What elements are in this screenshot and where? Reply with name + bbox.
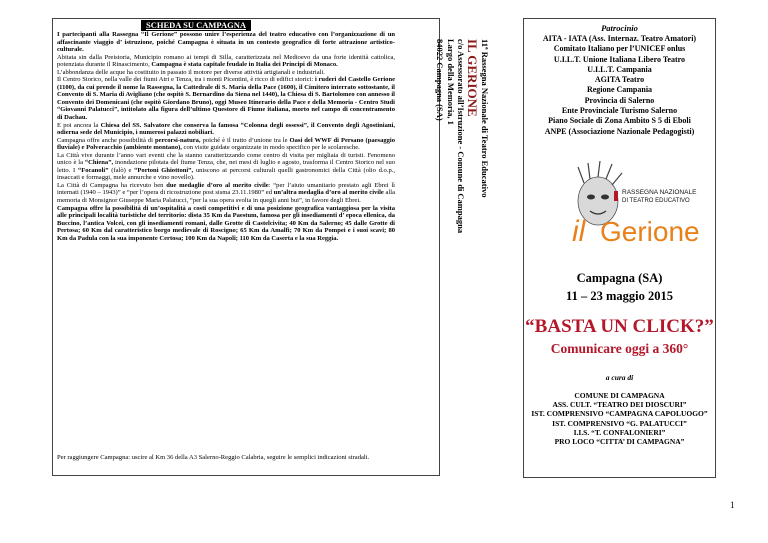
- patron-item: AITA - IATA (Ass. Internaz. Teatro Amatori): [542, 34, 697, 43]
- scheda-body: [57, 31, 395, 242]
- logo-brand-name: Gerione: [600, 216, 700, 247]
- scheda-paragraph-1: I partecipanti alla Rassegna “Il Gerione” possono unire l’esperienza del teatro educativo con l’organizzazione di un affascinante viaggio d’ istruzione, poiché Campagna è situata in un contesto geografico di forte attrazione artistico-culturale.: [57, 31, 395, 54]
- scheda-paragraph-6: Campagna offre anche possibilità di percorsi-natura, poiché è il tratto d’unione tra le Oasi del WWF di Persano (paesaggio fluviale) e Polveracchio (ambiente montano), con visite guidate organizzate in modo specifico per le scolaresche.: [57, 136, 395, 152]
- logo-bar: [614, 191, 618, 201]
- organizer-list: [524, 391, 715, 446]
- scheda-paragraph-9: Campagna offre la possibilità di un’ospitalità a costi competitivi e di una posizione geografica vantaggiosa per la visita alle principali località turistiche del territorio: dista 35 Km da Paestum, famosa per gli insediamenti d’ epoca ellenica, da Buccino, l’antica Volcei, con gli insediamenti romani, dalle Grotte di Castelcivita; 40 Km da Salerno; 45 dalle Grotte di Pertosa; 60 Km dal caratteristico borgo medievale di Roscigno; 65 Km da Amalfi; 70 Km da Pompei e i suoi scavi; 80 Km da Padula con la sua imponente Certosa; 100 Km da Napoli; 110 Km da Caserta e la sua Reggia.: [57, 204, 395, 242]
- patron-item: Comitato Italiano per l’UNICEF onlus: [553, 44, 686, 54]
- address-line-gerione: IL GERIONE: [465, 39, 481, 117]
- address-line-rassegna: 11ª Rassegna Nazionale di Teatro Educativo: [480, 39, 490, 198]
- organizer-item: COMUNE DI CAMPAGNA: [574, 391, 665, 400]
- city: Campagna (SA): [576, 271, 663, 285]
- gerione-logo: [570, 161, 720, 251]
- logo-brand-prefix: il: [572, 215, 586, 248]
- patron-item: Regione Campania: [586, 85, 653, 95]
- address-line-assessorato: c/o Assessorato all’Istruzione - Comune di Campagna: [456, 39, 467, 234]
- patron-item: Provincia di Salerno: [584, 95, 655, 105]
- page-number: 1: [730, 500, 735, 510]
- address-line-city: 84022 Campagna (SA): [435, 39, 446, 121]
- address-line-street: Largo della Memoria, 1: [446, 39, 456, 125]
- scheda-paragraph-3: L’abbondanza delle acque ha costituito in passato il motore per diverse attività artigianali e industriali.: [57, 68, 325, 76]
- show-subtitle: Comunicare oggi a 360°: [550, 341, 689, 356]
- scheda-title: SCHEDA SU CAMPAGNA: [141, 20, 251, 31]
- patron-list: [524, 34, 715, 137]
- scheda-paragraph-2: Abitata sin dalla Preistoria, Municipio romano ai tempi di Silla, caratterizzata nel Medioevo da una forte identità cattolica, potenziata durante il Rinascimento, Campagna è stata capitale feudale in Italia dei Principi di Monaco.: [57, 53, 395, 69]
- organizer-item: IST. COMPRENSIVO “G. PALATUCCI”: [552, 418, 687, 428]
- patron-item: ANPE (Associazione Nazionale Pedagogisti): [544, 126, 695, 136]
- organizer-item: ASS. CULT. “TEATRO DEI DIOSCURI”: [552, 400, 687, 410]
- festival-dates: 11 – 23 maggio 2015: [566, 289, 673, 303]
- cover-panel: [523, 18, 716, 478]
- logo-line-1: RASSEGNA NAZIONALE: [622, 189, 697, 196]
- patron-item: Piano Sociale di Zona Ambito S 5 di Eboli: [548, 116, 691, 126]
- scheda-paragraph-7: La Città vive durante l’anno vari eventi che la stanno caratterizzando come centro di visita per migliaia di turisti. Fenomeno unico è la “Chiena”, inondazione pilotata del fiume Tenza, che, nei mesi di luglio e agosto, trasforma il Centro Storico nel suo letto. I “Focanoli” (falò) e “Portoni Ghiottoni”, uniscono ai percorsi culturali quelli gastronomici della Città (olio d.o.p., insaccati e formaggi, mele annurche e vino novello).: [57, 151, 396, 182]
- patron-item: U.I.L.T. Campania: [587, 64, 652, 74]
- patron-item: Ente Provinciale Turismo Salerno: [561, 106, 678, 116]
- patron-item: AGITA Teatro: [594, 75, 645, 85]
- scheda-panel: [52, 18, 490, 476]
- organizer-item: IST. COMPRENSIVO “CAMPAGNA CAPOLUOGO”: [531, 409, 708, 419]
- scheda-paragraph-5: E poi ancora la Chiesa del SS. Salvatore che conserva la famosa “Colonna degli ossessi”, il Convento degli Agostiniani, odierna sede del Municipio, i numerosi palazzi nobiliari.: [57, 121, 395, 137]
- curated-by: a cura di: [605, 373, 634, 382]
- show-title: “BASTA UN CLICK?”: [525, 316, 714, 337]
- address-block: [435, 39, 490, 465]
- logo-line-2: DI TEATRO EDUCATIVO: [622, 198, 690, 204]
- organizer-item: PRO LOCO “CITTA’ DI CAMPAGNA”: [554, 437, 685, 447]
- organizer-item: I.I.S. “T. CONFALONIERI”: [573, 427, 666, 437]
- scheda-paragraph-8: La Città di Campagna ha ricevuto ben due medaglie d’oro al merito civile: “per l’aiuto umanitario prestato agli Ebrei lì internati (1940 – 1943)” e “per l’opera di ricostruzione post sisma 23.11.1980” ed un’altra medaglia d’oro al merito civile alla memoria di Monsignor Giuseppe Maria Palatucci, “per la sua opera svolta in quegli anni bui”, in favore degli Ebrei.: [57, 181, 395, 205]
- patron-title: Patrocinio: [601, 23, 638, 33]
- scheda-paragraph-4: Il Centro Storico, nella valle dei fiumi Atri e Tenza, tra i monti Picentini, è ricco di edifici storici: i ruderi del Castello Gerione (1100), da cui prende il nome la Rassegna, la Cattedrale di S. Maria della Pace (1600), il Cimitero interrato sottostante, il Convento di S. Maria di Avigliano (che ospitò S. Bernardino da Siena nel 1440), la Chiesa di S. Bartolomeo con annesso il Convento dei Domenicani (che ospitò Giordano Bruno), oggi Museo Itinerario della Pace e della Memoria - Centro Studi “Giovanni Palatucci”, intitolato alla figura dell’ultimo Questore di Fiume italiana, morto nel campo di concentramento di Dachau.: [57, 76, 395, 122]
- patron-item: U.I.L.T. Unione Italiana Libero Teatro: [553, 54, 686, 64]
- directions-text: Per raggiungere Campagna: uscire al Km 36 della A3 Salerno-Reggio Calabria, seguire le semplici indicazioni stradali.: [57, 454, 370, 461]
